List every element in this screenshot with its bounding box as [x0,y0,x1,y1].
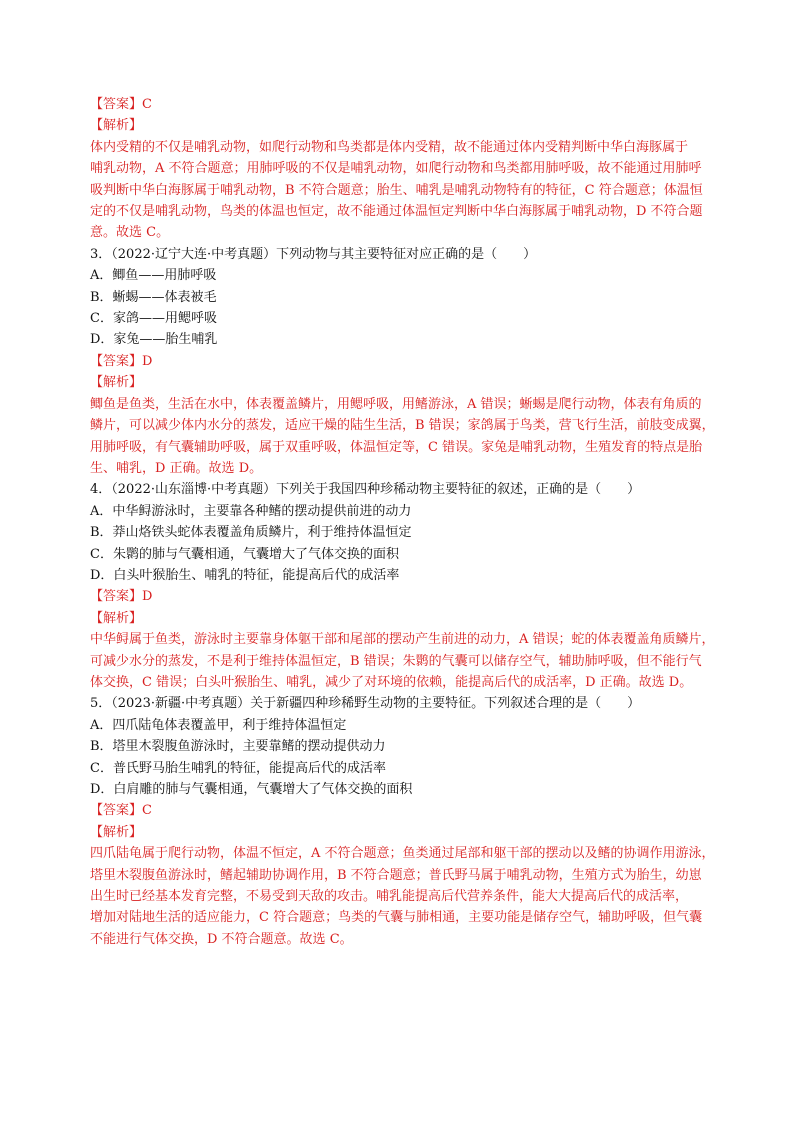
q5-analysis-line: 四爪陆龟属于爬行动物，体温不恒定，A 不符合题意；鱼类通过尾部和躯干部的摆动以及鳍的协调作用游泳， [90,846,715,862]
q2-analysis-line: 定的不仅是哺乳动物，鸟类的体温也恒定，故不能通过体温恒定判断中华白海豚属于哺乳动物，D 不符合题 [90,204,703,220]
q3-analysis-line: 鲫鱼是鱼类，生活在水中，体表覆盖鳞片，用鳃呼吸，用鳍游泳，A 错误；蜥蜴是爬行动物，体表有角质的 [90,396,702,412]
analysis-label: 【解析】 [90,610,143,626]
q4-answer [90,586,704,607]
q4-option-d: D．白头叶猴胎生、哺乳的特征，能提高后代的成活率 [90,567,400,583]
answer-label: 【答案】 [90,97,143,112]
q4-stem: 4．（2022·山东淄博·中考真题）下列关于我国四种珍稀动物主要特征的叙述，正确的是（ ） [90,482,641,498]
q5-analysis-label [90,822,704,843]
q5-option-b: B．塔里木裂腹鱼游泳时，主要靠鳍的摆动提供动力 [90,739,386,755]
answer-value: C [142,97,152,112]
answer-label: 【答案】 [90,589,143,605]
analysis-label: 【解析】 [90,118,143,134]
q5-analysis-line: 出生时已经基本发育完整，不易受到天敌的攻击。哺乳能提高后代营养条件，能大大提高后代的成活率， [90,889,689,905]
q5-option-a: A．四爪陆龟体表覆盖甲，利于维持体温恒定 [90,717,347,733]
q2-analysis-line: 体内受精的不仅是哺乳动物，如爬行动物和鸟类都是体内受精，故不能通过体内受精判断中华白海豚属于 [90,139,689,155]
answer-label: 【答案】 [90,353,143,369]
q4-analysis-line: 中华鲟属于鱼类，游泳时主要靠身体躯干部和尾部的摆动产生前进的动力，A 错误；蛇的体表覆盖角质鳞片， [90,632,715,648]
q3-analysis-line: 鳞片，可以减少体内水分的蒸发，适应干燥的陆生生活，B 错误；家鸽属于鸟类，营飞行生活，前肢变成翼， [90,418,715,434]
q2-analysis-line: 吸判断中华白海豚属于哺乳动物，B 不符合题意；胎生、哺乳是哺乳动物特有的特征，C 符合题意；体温恒 [90,182,703,198]
q3-answer [90,351,704,372]
q5-analysis-line: 塔里木裂腹鱼游泳时，鳍起辅助协调作用，B 不符合题意；普氏野马属于哺乳动物，生殖方式为胎生，幼崽 [90,867,702,883]
q4-analysis-line: 可减少水分的蒸发，不是利于维持体温恒定，B 错误；朱鹮的气囊可以储存空气，辅助肺呼吸，但不能行气 [90,653,702,669]
q5-analysis-line: 增加对陆地生活的适应能力，C 符合题意；鸟类的气囊与肺相通，主要功能是储存空气，辅助呼吸，但气囊 [90,910,703,926]
q3-option-d: D．家兔——胎生哺乳 [90,332,218,348]
q4-option-a: A．中华鲟游泳时，主要靠各种鳍的摆动提供前进的动力 [90,503,412,519]
analysis-label: 【解析】 [90,375,143,391]
q5-option-c: C．普氏野马胎生哺乳的特征，能提高后代的成活率 [90,760,386,776]
q3-analysis-line: 生、哺乳，D 正确。故选 D。 [90,460,263,476]
q3-option-a: A．鲫鱼——用肺呼吸 [90,268,217,284]
q4-option-b: B．莽山烙铁头蛇体表覆盖角质鳞片，利于维持体温恒定 [90,525,412,541]
answer-value: C [142,803,152,819]
analysis-label: 【解析】 [90,824,143,840]
q5-analysis-line: 不能进行气体交换，D 不符合题意。故选 C。 [90,931,353,947]
q3-analysis-line: 用肺呼吸，有气囊辅助呼吸，属于双重呼吸，体温恒定等，C 错误。家兔是哺乳动物，生殖发育的特点是胎 [90,439,703,455]
q4-analysis-label [90,608,704,629]
q2-answer [90,94,704,115]
q3-stem: 3．（2022·辽宁大连·中考真题）下列动物与其主要特征对应正确的是（ ） [90,246,537,262]
q5-answer [90,800,704,821]
q5-option-d: D．白肩雕的肺与气囊相通，气囊增大了气体交换的面积 [90,782,413,797]
q3-option-c: C．家鸽——用鳃呼吸 [90,311,217,327]
q2-analysis-line: 意。故选 C。 [90,225,170,241]
q3-analysis-label [90,372,704,393]
exam-page [90,94,715,950]
answer-value: D [142,589,153,605]
q2-analysis-label [90,115,704,136]
q2-analysis-line: 哺乳动物，A 不符合题意；用肺呼吸的不仅是哺乳动物，如爬行动物和鸟类都用肺呼吸，故不能通过用肺呼 [90,161,702,177]
q3-option-b: B．蜥蜴——体表被毛 [90,289,217,305]
answer-value: D [142,353,153,369]
q4-analysis-line: 体交换，C 错误；白头叶猴胎生、哺乳，减少了对环境的依赖，能提高后代的成活率，D 正确。故选 D。 [90,674,693,690]
q5-stem: 5．（2023·新疆·中考真题）关于新疆四种珍稀野生动物的主要特征。下列叙述合理的是（ ） [90,696,641,712]
q4-option-c: C．朱鹮的肺与气囊相通，气囊增大了气体交换的面积 [90,546,399,562]
answer-label: 【答案】 [90,803,143,819]
